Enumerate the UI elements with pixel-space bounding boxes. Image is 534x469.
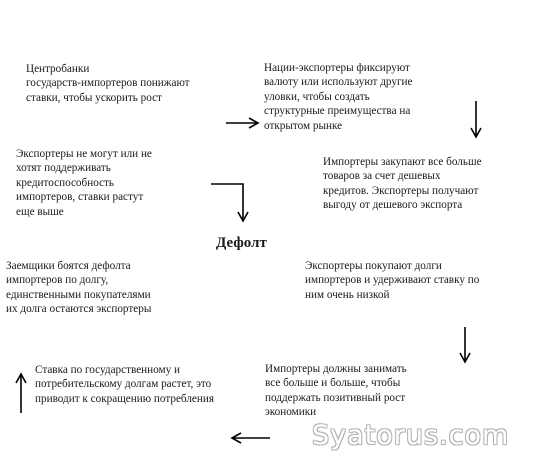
step-exporters-buy-debt: Экспортеры покупают долги импортеров и удерживают ставку по ним очень низкой	[305, 260, 480, 301]
step-central-banks-lower-rates: Центробанки государств-импортеров понижают ставки, чтобы ускорить рост	[26, 63, 190, 104]
arrow-elbow-down	[211, 184, 243, 221]
step-rates-rise-consumption-falls: Ставка по государственному и потребительскому долгам растет, это приводит к сокращению потребления	[35, 364, 215, 405]
step-importers-buy-on-credit: Импортеры закупают все больше товаров за счет дешевых кредитов. Экспортеры получают выгоду от дешевого экспорта	[323, 156, 482, 212]
diagram-title: Дефолт	[216, 235, 267, 251]
watermark: Syatorus.com	[312, 420, 510, 451]
step-exporters-fix-currency: Нации-экспортеры фиксируют валюту или используют другие уловки, чтобы создать структурные преимущества на открытом рынке	[264, 62, 413, 132]
step-borrowers-fear-default: Заемщики боятся дефолта импортеров по долгу, единственными покупателями их долга остаются экспортеры	[6, 260, 152, 316]
step-exporters-stop-support: Экспортеры не могут или не хотят поддерживать кредитоспособность импортеров, ставки растут еще выше	[16, 148, 152, 218]
step-importers-borrow-more: Импортеры должны занимать все больше и больше, чтобы поддержать позитивный рост экономики	[265, 363, 407, 419]
